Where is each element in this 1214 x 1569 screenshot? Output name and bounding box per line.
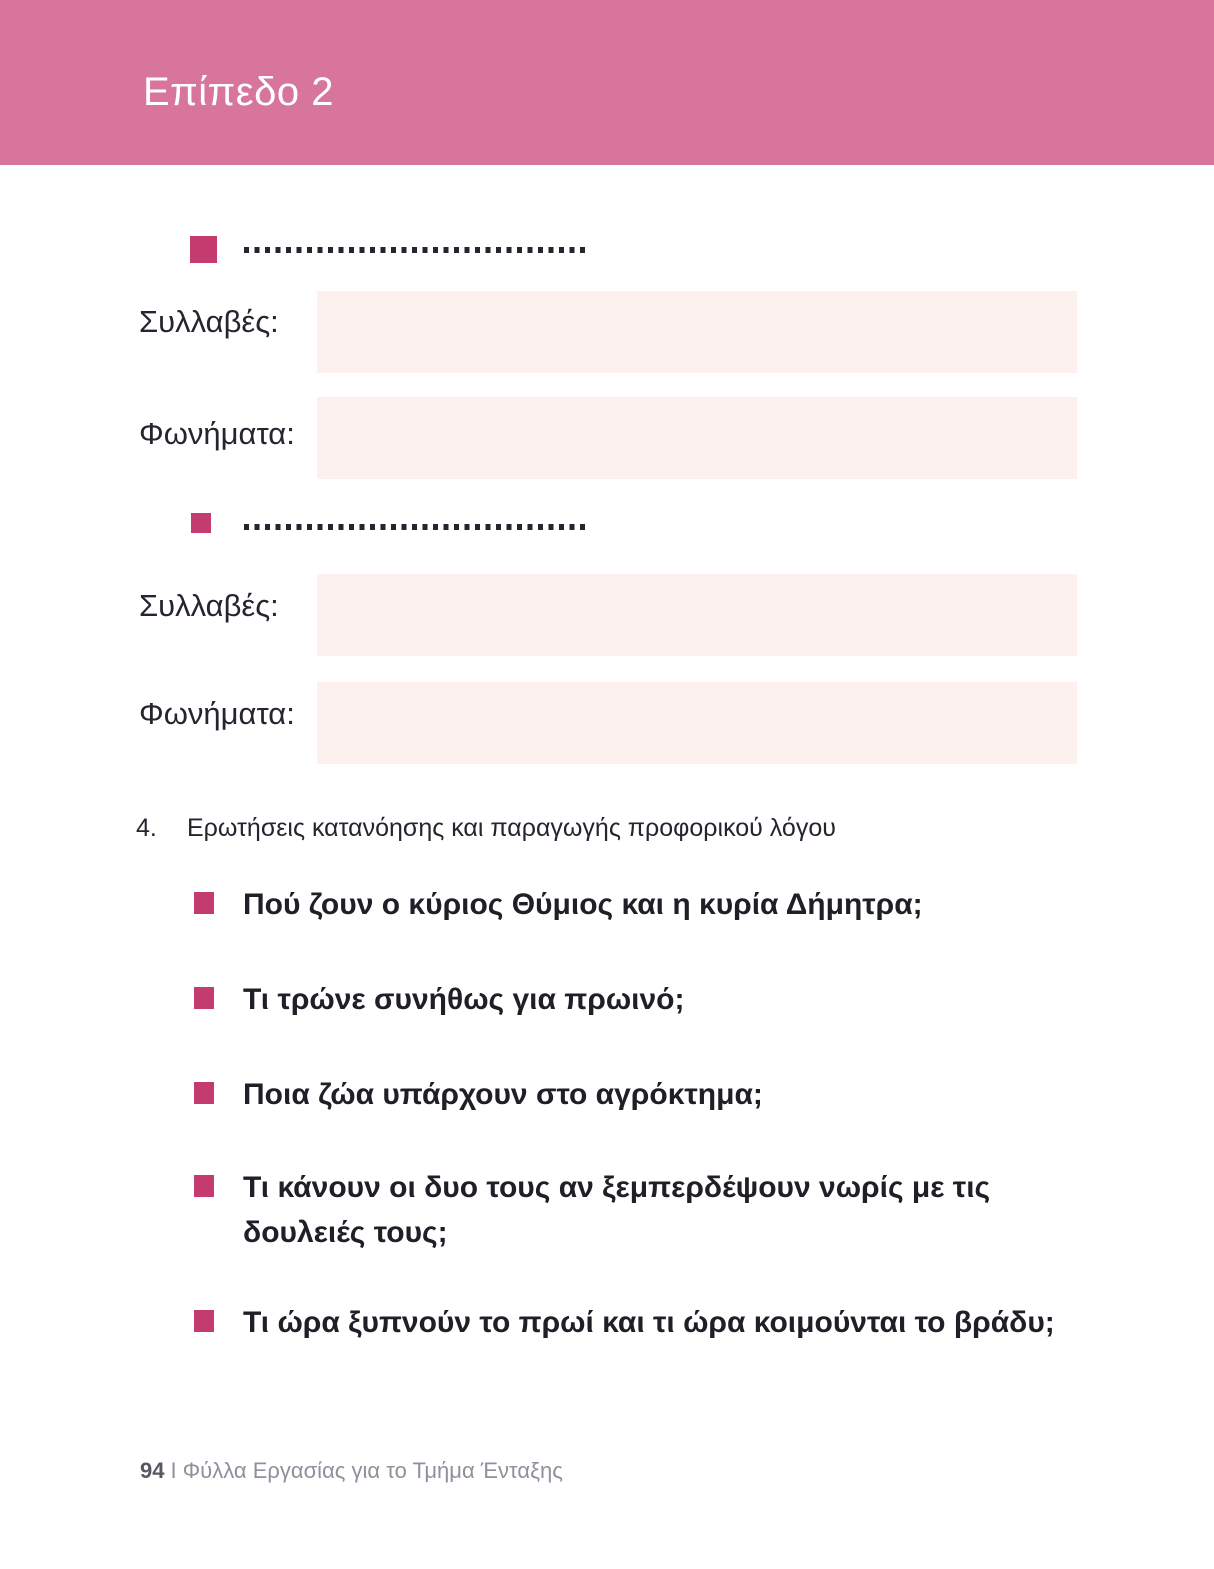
field-label-phonemes: Φωνήματα:	[139, 696, 295, 731]
answer-field-syllables[interactable]	[317, 574, 1077, 656]
footer-page-number: 94	[140, 1458, 165, 1483]
question-text: Τι ώρα ξυπνούν το πρωί και τι ώρα κοιμούνται το βράδυ;	[243, 1306, 1055, 1339]
answer-field-phonemes[interactable]	[317, 397, 1077, 479]
dotted-blank-line[interactable]	[244, 524, 586, 530]
question-text: Ποια ζώα υπάρχουν στο αγρόκτημα;	[243, 1078, 763, 1111]
field-label-syllables: Συλλαβές:	[139, 588, 279, 623]
bullet-square-icon	[190, 236, 217, 263]
section-number: 4.	[136, 814, 157, 842]
bullet-square-icon	[194, 1310, 214, 1332]
field-label-phonemes: Φωνήματα:	[139, 416, 295, 451]
bullet-square-icon	[194, 892, 214, 914]
page-header-band	[0, 0, 1214, 165]
page-footer	[140, 1458, 563, 1484]
bullet-square-icon	[194, 1082, 214, 1104]
answer-field-phonemes[interactable]	[317, 682, 1077, 764]
footer-separator: Ι	[170, 1458, 177, 1483]
dotted-blank-line[interactable]	[244, 247, 586, 253]
bullet-square-icon	[194, 1175, 214, 1197]
page-title: Επίπεδο 2	[143, 70, 334, 114]
footer-title: Φύλλα Εργασίας για το Τμήμα Ένταξης	[182, 1458, 563, 1483]
question-text: Τι τρώνε συνήθως για πρωινό;	[243, 983, 685, 1016]
bullet-square-icon	[191, 513, 211, 533]
question-text: Τι κάνουν οι δυο τους αν ξεμπερδέψουν νωρίς με τις δουλειές τους;	[243, 1171, 991, 1249]
section-title: Ερωτήσεις κατανόησης και παραγωγής προφορικού λόγου	[187, 814, 836, 842]
bullet-square-icon	[194, 987, 214, 1009]
question-text: Πού ζουν ο κύριος Θύμιος και η κυρία Δήμητρα;	[243, 888, 923, 921]
field-label-syllables: Συλλαβές:	[139, 304, 279, 339]
answer-field-syllables[interactable]	[317, 291, 1077, 373]
